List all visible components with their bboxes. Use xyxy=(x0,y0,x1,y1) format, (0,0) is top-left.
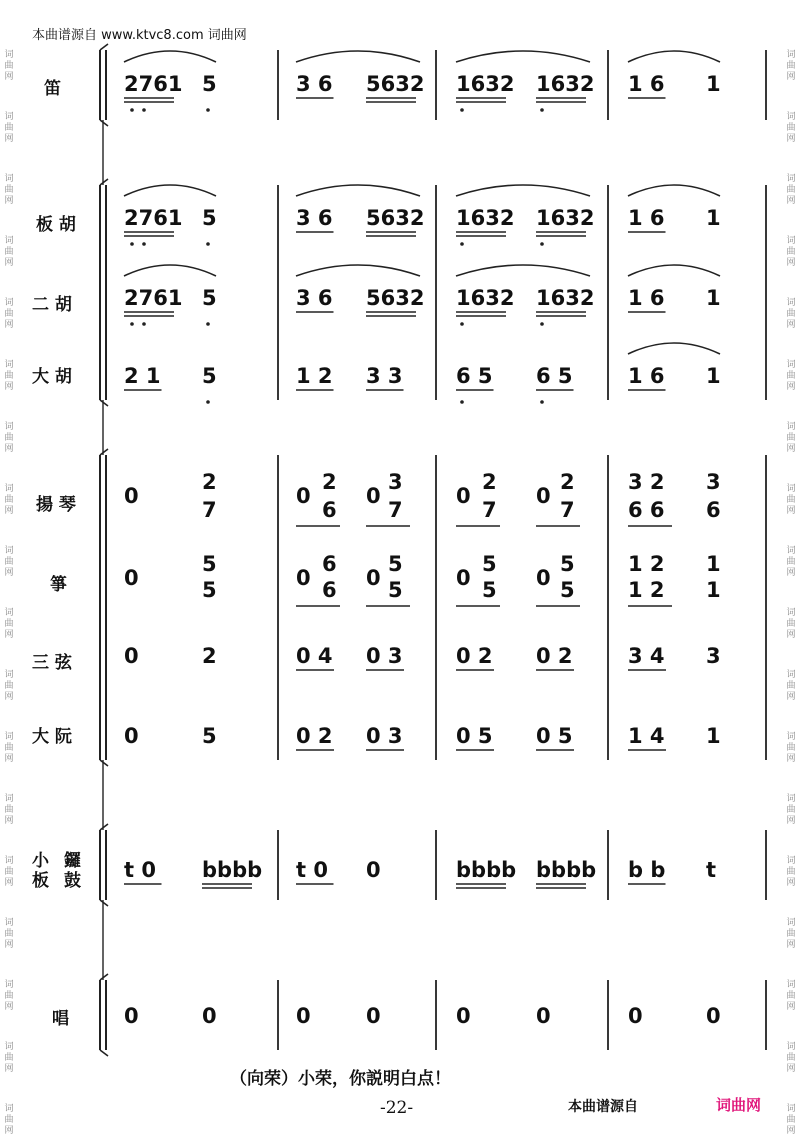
note-percussion: b b xyxy=(628,858,666,882)
footer-brand: 词曲网 xyxy=(716,1096,762,1114)
octave-dot xyxy=(460,108,464,112)
watermark-char: 网 xyxy=(4,134,14,144)
watermark-char: 网 xyxy=(4,1126,14,1136)
watermark-char: 词 xyxy=(786,980,796,990)
watermark-char: 网 xyxy=(4,754,14,764)
watermark-char: 曲 xyxy=(786,619,796,629)
watermark-char: 词 xyxy=(4,918,14,928)
slur-m4 xyxy=(628,185,720,196)
slur-m3 xyxy=(456,185,590,196)
note-erhu: 1632 xyxy=(456,286,515,310)
note-daruan: 0 5 xyxy=(536,724,573,748)
note-vocal: 0 xyxy=(124,1004,139,1028)
watermark-char: 词 xyxy=(786,298,796,308)
watermark-char: 词 xyxy=(4,794,14,804)
watermark-char: 网 xyxy=(4,940,14,950)
slur-m4 xyxy=(628,265,720,276)
note-erhu: 1 6 xyxy=(628,286,665,310)
note-banhu: 2761 xyxy=(124,206,183,230)
note-di: 5 xyxy=(202,72,217,96)
instrument-label-banhu: 板 胡 xyxy=(36,215,76,235)
octave-dot xyxy=(206,400,210,404)
watermark-char: 词 xyxy=(786,484,796,494)
watermark-char: 词 xyxy=(4,174,14,184)
watermark-char: 网 xyxy=(786,320,796,330)
watermark-char: 曲 xyxy=(786,991,796,1001)
watermark-char: 词 xyxy=(4,422,14,432)
watermark-char: 网 xyxy=(786,754,796,764)
note-dahu: 1 2 xyxy=(296,364,333,388)
watermark-char: 曲 xyxy=(4,1053,14,1063)
note-banhu: 1632 xyxy=(456,206,515,230)
watermark-char: 曲 xyxy=(4,743,14,753)
note-percussion: bbbb xyxy=(536,858,597,882)
note-dahu: 5 xyxy=(202,364,217,388)
chord-bottom-yangqin: 6 xyxy=(322,498,337,522)
octave-dot xyxy=(460,322,464,326)
watermark-char: 网 xyxy=(4,320,14,330)
octave-dot xyxy=(540,242,544,246)
footer-source: 本曲谱源自 xyxy=(568,1099,638,1115)
source-header: 本曲谱源自 www.ktvc8.com 词曲网 xyxy=(32,28,247,43)
note-erhu: 1 xyxy=(706,286,721,310)
watermark-char: 网 xyxy=(4,1002,14,1012)
note-daruan: 5 xyxy=(202,724,217,748)
watermark-char: 网 xyxy=(786,1064,796,1074)
watermark-char: 词 xyxy=(4,112,14,122)
watermark-char: 曲 xyxy=(4,495,14,505)
chord-top-yangqin: 2 xyxy=(560,470,575,494)
chord-top-yangqin: 3 xyxy=(388,470,403,494)
watermark-char: 词 xyxy=(786,794,796,804)
watermark-char: 曲 xyxy=(786,867,796,877)
watermark-char: 曲 xyxy=(786,495,796,505)
watermark-char: 曲 xyxy=(786,371,796,381)
watermark-char: 网 xyxy=(786,568,796,578)
chord-top-zheng: 5 xyxy=(202,552,217,576)
octave-dot xyxy=(460,242,464,246)
instrument-label-gu: 鼓 xyxy=(64,871,81,891)
octave-dot xyxy=(130,322,134,326)
note-erhu: 1632 xyxy=(536,286,595,310)
note-sanxian: 0 4 xyxy=(296,644,333,668)
watermark-char: 曲 xyxy=(4,805,14,815)
watermark-char: 词 xyxy=(786,174,796,184)
watermark-char: 词 xyxy=(786,1104,796,1114)
note-percussion: bbbb xyxy=(456,858,517,882)
note-di: 5632 xyxy=(366,72,425,96)
note-sanxian: 0 xyxy=(124,644,139,668)
bracket-hook xyxy=(100,179,108,185)
note-di: 3 6 xyxy=(296,72,333,96)
note-vocal: 0 xyxy=(628,1004,643,1028)
note-di: 1 6 xyxy=(628,72,665,96)
octave-dot xyxy=(142,242,146,246)
watermark-char: 曲 xyxy=(4,123,14,133)
note-erhu: 2761 xyxy=(124,286,183,310)
watermark-char: 曲 xyxy=(786,929,796,939)
watermark-char: 网 xyxy=(786,878,796,888)
note-dahu: 1 6 xyxy=(628,364,665,388)
note-banhu: 5 xyxy=(202,206,217,230)
watermark-char: 曲 xyxy=(4,929,14,939)
note-daruan: 1 xyxy=(706,724,721,748)
watermark-char: 词 xyxy=(786,236,796,246)
chord-top-yangqin: 2 xyxy=(482,470,497,494)
watermark-char: 曲 xyxy=(786,309,796,319)
chord-bottom-yangqin: 7 xyxy=(482,498,497,522)
octave-dot xyxy=(206,108,210,112)
note-daruan: 0 5 xyxy=(456,724,493,748)
bracket-hook xyxy=(100,120,108,126)
bracket-hook xyxy=(100,44,108,50)
watermark-char: 曲 xyxy=(786,805,796,815)
instrument-label-yangqin: 揚 琴 xyxy=(36,495,76,515)
lyric-note: （向荣）小荣，你説明白点！ xyxy=(230,1069,451,1089)
watermark-char: 网 xyxy=(786,630,796,640)
rest-zheng: 0 xyxy=(296,566,311,590)
chord-top-zheng: 5 xyxy=(560,552,575,576)
watermark-char: 词 xyxy=(4,856,14,866)
note-daruan: 0 2 xyxy=(296,724,333,748)
chord-top-zheng: 1 xyxy=(706,552,721,576)
bracket-hook xyxy=(100,449,108,455)
chord-top-yangqin: 3 2 xyxy=(628,470,665,494)
bracket-hook xyxy=(100,1050,108,1056)
watermark-char: 曲 xyxy=(786,1053,796,1063)
watermark-char: 网 xyxy=(786,816,796,826)
note-sanxian: 0 2 xyxy=(456,644,493,668)
chord-top-yangqin: 2 xyxy=(202,470,217,494)
watermark-char: 曲 xyxy=(786,433,796,443)
instrument-label-zheng: 箏 xyxy=(50,575,67,595)
instrument-label-chang: 唱 xyxy=(52,1009,69,1029)
note-vocal: 0 xyxy=(536,1004,551,1028)
instrument-label-luo: 鑼 xyxy=(64,851,81,871)
watermark-char: 词 xyxy=(786,546,796,556)
note-banhu: 1 xyxy=(706,206,721,230)
watermark-char: 词 xyxy=(4,1042,14,1052)
note-banhu: 3 6 xyxy=(296,206,333,230)
watermark-char: 网 xyxy=(4,816,14,826)
watermark-char: 网 xyxy=(4,506,14,516)
slur-m4 xyxy=(628,343,720,354)
watermark-char: 词 xyxy=(786,732,796,742)
watermark-char: 网 xyxy=(786,1002,796,1012)
octave-dot xyxy=(540,400,544,404)
watermark-char: 词 xyxy=(786,918,796,928)
watermark-char: 曲 xyxy=(4,247,14,257)
watermark-char: 网 xyxy=(4,630,14,640)
watermark-char: 网 xyxy=(4,72,14,82)
watermark-char: 曲 xyxy=(4,867,14,877)
chord-top-yangqin: 3 xyxy=(706,470,721,494)
bracket-hook xyxy=(100,824,108,830)
watermark-char: 网 xyxy=(4,568,14,578)
chord-bottom-zheng: 5 xyxy=(560,578,575,602)
chord-bottom-yangqin: 7 xyxy=(202,498,217,522)
watermark-char: 网 xyxy=(786,1126,796,1136)
note-vocal: 0 xyxy=(366,1004,381,1028)
watermark-char: 词 xyxy=(786,422,796,432)
instrument-label-daruan: 大 阮 xyxy=(32,727,72,747)
watermark-char: 词 xyxy=(4,608,14,618)
chord-bottom-zheng: 5 xyxy=(202,578,217,602)
watermark-char: 词 xyxy=(4,980,14,990)
rest-yangqin: 0 xyxy=(536,484,551,508)
octave-dot xyxy=(460,400,464,404)
rest-yangqin: 0 xyxy=(456,484,471,508)
note-vocal: 0 xyxy=(296,1004,311,1028)
note-erhu: 5 xyxy=(202,286,217,310)
page-number: -22- xyxy=(380,1098,414,1118)
bracket-hook xyxy=(100,400,108,406)
watermark-char: 网 xyxy=(786,506,796,516)
watermark-char: 曲 xyxy=(4,991,14,1001)
instrument-label-xiaobo: 小 xyxy=(32,851,49,871)
watermark-char: 曲 xyxy=(786,61,796,71)
watermark-char: 曲 xyxy=(4,185,14,195)
watermark-char: 词 xyxy=(4,50,14,60)
watermark-char: 词 xyxy=(786,50,796,60)
note-di: 1632 xyxy=(456,72,515,96)
watermark-char: 词 xyxy=(4,360,14,370)
watermark-char: 词 xyxy=(4,546,14,556)
octave-dot xyxy=(130,108,134,112)
bracket-hook xyxy=(100,900,108,906)
note-daruan: 0 xyxy=(124,724,139,748)
chord-top-yangqin: 2 xyxy=(322,470,337,494)
note-vocal: 0 xyxy=(706,1004,721,1028)
watermark-char: 词 xyxy=(4,298,14,308)
chord-bottom-zheng: 1 xyxy=(706,578,721,602)
note-dahu: 1 xyxy=(706,364,721,388)
watermark-char: 词 xyxy=(786,608,796,618)
watermark-char: 网 xyxy=(786,444,796,454)
note-dahu: 6 5 xyxy=(456,364,493,388)
watermark-char: 曲 xyxy=(4,1115,14,1125)
watermark-char: 曲 xyxy=(786,1115,796,1125)
chord-bottom-yangqin: 6 xyxy=(706,498,721,522)
watermark-char: 网 xyxy=(786,72,796,82)
watermark-char: 网 xyxy=(4,444,14,454)
watermark-char: 曲 xyxy=(4,557,14,567)
octave-dot xyxy=(130,242,134,246)
watermark-char: 网 xyxy=(4,196,14,206)
watermark-char: 网 xyxy=(4,692,14,702)
note-daruan: 0 3 xyxy=(366,724,403,748)
note-daruan: 1 4 xyxy=(628,724,665,748)
chord-top-zheng: 1 2 xyxy=(628,552,665,576)
watermark-char: 词 xyxy=(786,112,796,122)
instrument-label-di: 笛 xyxy=(44,79,61,99)
chord-bottom-yangqin: 7 xyxy=(388,498,403,522)
rest-yangqin: 0 xyxy=(296,484,311,508)
watermark-char: 词 xyxy=(786,856,796,866)
watermark-char: 词 xyxy=(786,670,796,680)
octave-dot xyxy=(206,242,210,246)
slur-m2 xyxy=(296,185,420,196)
watermark-char: 曲 xyxy=(786,185,796,195)
slur-m3 xyxy=(456,265,590,276)
watermark-char: 词 xyxy=(786,1042,796,1052)
note-banhu: 5632 xyxy=(366,206,425,230)
watermark-char: 词 xyxy=(4,1104,14,1114)
note-sanxian: 0 2 xyxy=(536,644,573,668)
watermark-char: 曲 xyxy=(4,61,14,71)
octave-dot xyxy=(142,108,146,112)
watermark-char: 网 xyxy=(786,196,796,206)
watermark-char: 曲 xyxy=(786,557,796,567)
chord-top-zheng: 5 xyxy=(388,552,403,576)
watermark-char: 曲 xyxy=(4,371,14,381)
octave-dot xyxy=(540,108,544,112)
watermark-char: 网 xyxy=(4,878,14,888)
note-banhu: 1632 xyxy=(536,206,595,230)
rest-zheng: 0 xyxy=(536,566,551,590)
note-dahu: 3 3 xyxy=(366,364,403,388)
note-di: 2761 xyxy=(124,72,183,96)
octave-dot xyxy=(142,322,146,326)
watermark-char: 曲 xyxy=(786,743,796,753)
note-erhu: 3 6 xyxy=(296,286,333,310)
note-di: 1632 xyxy=(536,72,595,96)
rest-yangqin: 0 xyxy=(124,484,139,508)
note-percussion: bbbb xyxy=(202,858,263,882)
slur-m1 xyxy=(124,265,216,276)
rest-yangqin: 0 xyxy=(366,484,381,508)
chord-top-zheng: 5 xyxy=(482,552,497,576)
watermark-char: 曲 xyxy=(4,681,14,691)
note-percussion: t 0 xyxy=(296,858,328,882)
rest-zheng: 0 xyxy=(456,566,471,590)
watermark-char: 网 xyxy=(786,940,796,950)
watermark-char: 词 xyxy=(4,732,14,742)
bracket-hook xyxy=(100,760,108,766)
watermark-char: 曲 xyxy=(4,433,14,443)
note-dahu: 2 1 xyxy=(124,364,161,388)
chord-bottom-zheng: 1 2 xyxy=(628,578,665,602)
watermark-char: 词 xyxy=(786,360,796,370)
watermark-char: 网 xyxy=(786,382,796,392)
note-percussion: t 0 xyxy=(124,858,156,882)
note-percussion: t xyxy=(706,858,717,882)
octave-dot xyxy=(206,322,210,326)
note-banhu: 1 6 xyxy=(628,206,665,230)
note-percussion: 0 xyxy=(366,858,381,882)
rest-zheng: 0 xyxy=(124,566,139,590)
watermark-char: 网 xyxy=(4,382,14,392)
slur-m2 xyxy=(296,51,420,62)
instrument-label-sanxian: 三 弦 xyxy=(32,653,72,673)
watermark-char: 词 xyxy=(4,484,14,494)
slur-m1 xyxy=(124,51,216,62)
note-sanxian: 3 xyxy=(706,644,721,668)
note-dahu: 6 5 xyxy=(536,364,573,388)
bracket-hook xyxy=(100,974,108,980)
chord-bottom-zheng: 5 xyxy=(388,578,403,602)
note-vocal: 0 xyxy=(202,1004,217,1028)
chord-top-zheng: 6 xyxy=(322,552,337,576)
slur-m2 xyxy=(296,265,420,276)
note-sanxian: 3 4 xyxy=(628,644,665,668)
watermark-char: 网 xyxy=(786,134,796,144)
watermark-char: 词 xyxy=(4,236,14,246)
watermark-char: 曲 xyxy=(786,681,796,691)
chord-bottom-yangqin: 7 xyxy=(560,498,575,522)
watermark-char: 曲 xyxy=(4,619,14,629)
rest-zheng: 0 xyxy=(366,566,381,590)
watermark-char: 词 xyxy=(4,670,14,680)
note-di: 1 xyxy=(706,72,721,96)
chord-bottom-zheng: 5 xyxy=(482,578,497,602)
note-sanxian: 0 3 xyxy=(366,644,403,668)
chord-bottom-yangqin: 6 6 xyxy=(628,498,665,522)
watermark-char: 曲 xyxy=(4,309,14,319)
instrument-label-dahu: 大 胡 xyxy=(32,367,72,387)
watermark-char: 网 xyxy=(786,258,796,268)
note-sanxian: 2 xyxy=(202,644,217,668)
watermark-char: 曲 xyxy=(786,123,796,133)
instrument-label-ban: 板 xyxy=(32,871,49,891)
note-vocal: 0 xyxy=(456,1004,471,1028)
watermark-char: 网 xyxy=(4,258,14,268)
watermark-char: 网 xyxy=(4,1064,14,1074)
slur-m1 xyxy=(124,185,216,196)
slur-m3 xyxy=(456,51,590,62)
instrument-label-erhu: 二 胡 xyxy=(32,295,72,315)
watermark-char: 网 xyxy=(786,692,796,702)
note-erhu: 5632 xyxy=(366,286,425,310)
chord-bottom-zheng: 6 xyxy=(322,578,337,602)
slur-m4 xyxy=(628,51,720,62)
octave-dot xyxy=(540,322,544,326)
watermark-char: 曲 xyxy=(786,247,796,257)
